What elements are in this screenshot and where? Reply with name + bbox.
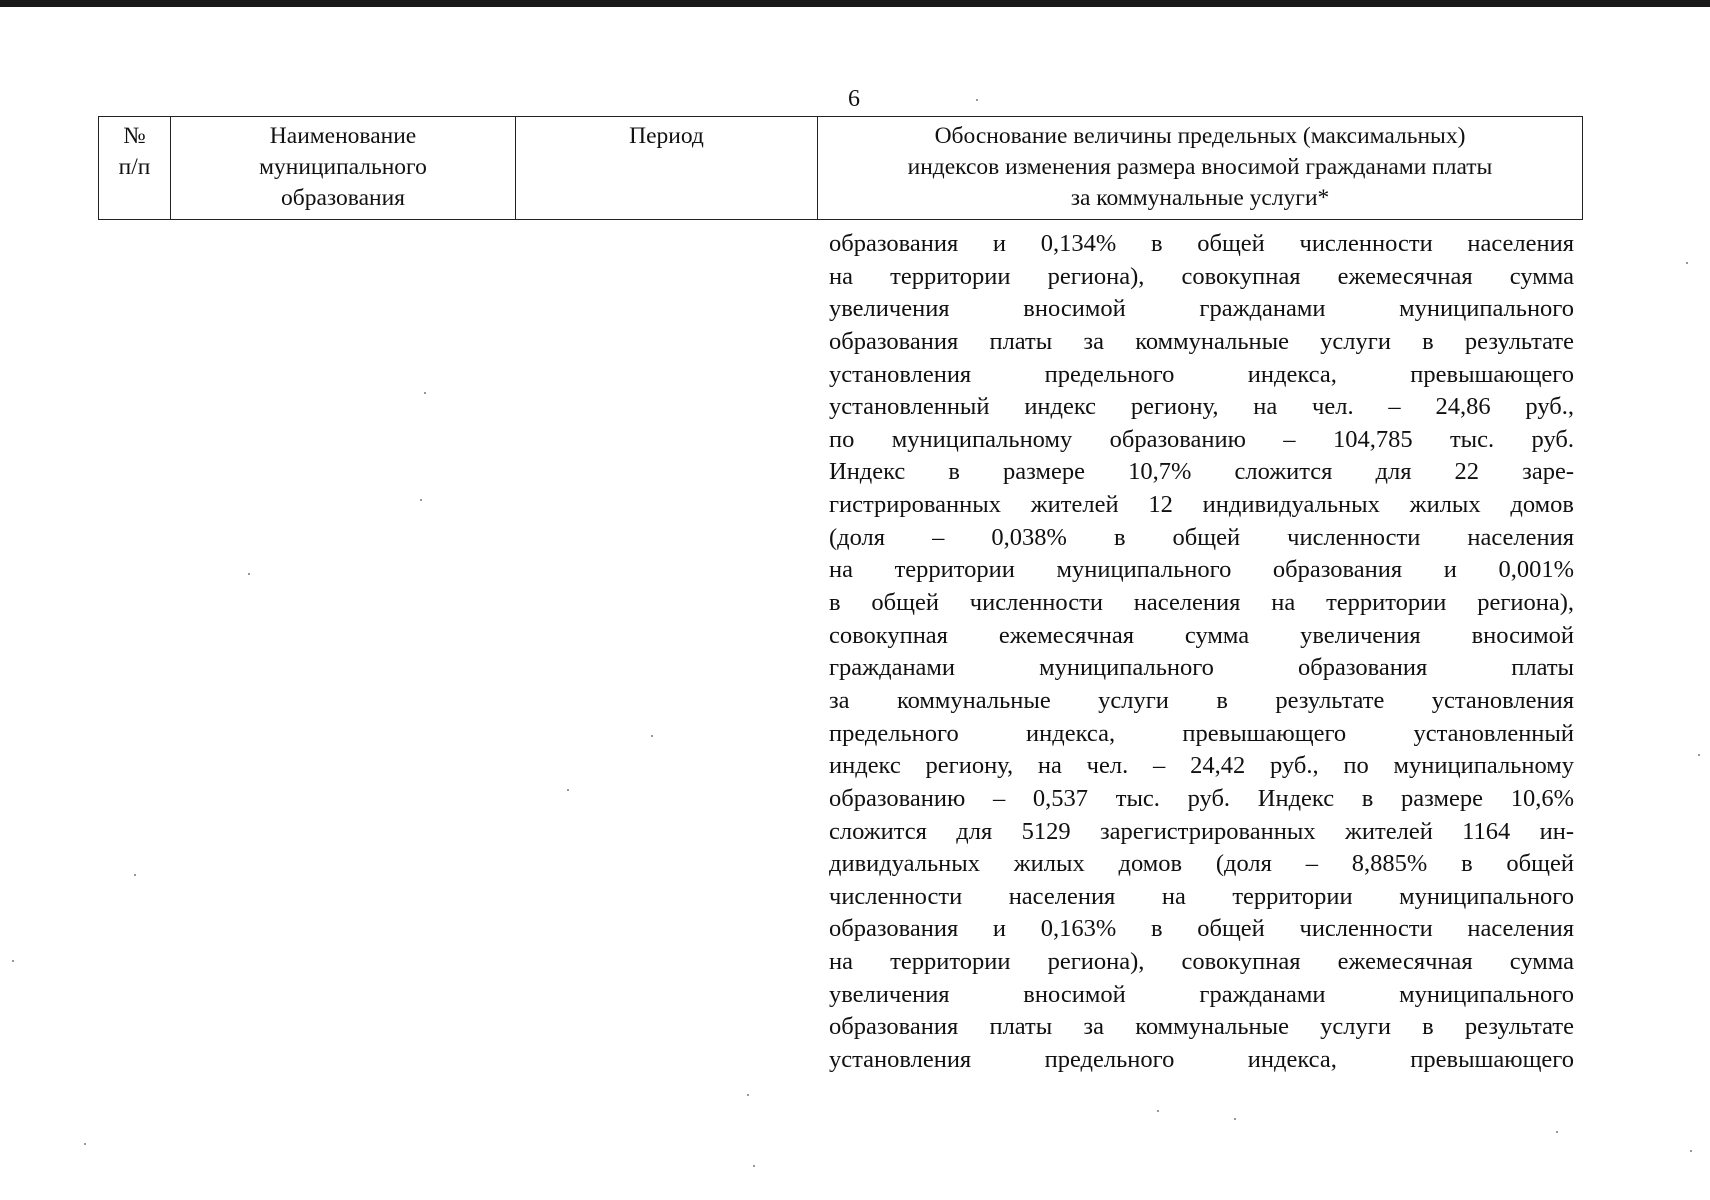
body-text-line: в общей численности населения на территории региона), [829, 589, 1574, 617]
body-text-line: образования и 0,134% в общей численности населения [829, 230, 1574, 257]
body-text-line: сложится для 5129 зарегистрированных жителей 1164 ин- [829, 817, 1574, 845]
scan-speck [567, 789, 569, 791]
scan-speck [1234, 1118, 1236, 1120]
body-text-line: на территории региона), совокупная ежемесячная сумма [829, 262, 1574, 290]
header-cell-line: п/п [118, 154, 151, 180]
scan-speck [1690, 1150, 1692, 1152]
body-text-line: на территории региона), совокупная ежемесячная сумма [829, 948, 1574, 976]
body-text-line: совокупная ежемесячная сумма увеличения вносимой [829, 621, 1574, 649]
header-cell-justification [818, 117, 1583, 220]
header-table [98, 116, 1583, 220]
body-text-line: (доля – 0,038% в общей численности населения [829, 523, 1574, 551]
scan-speck [248, 573, 250, 575]
scan-speck [134, 874, 136, 876]
scan-speck [1686, 262, 1688, 264]
body-text-line: образованию – 0,537 тыс. руб. Индекс в размере 10,6% [829, 784, 1574, 812]
body-text-line: индекс региону, на чел. – 24,42 руб., по муниципальному [829, 752, 1574, 780]
header-cell-line: индексов изменения размера вносимой гражданами платы [907, 154, 1493, 180]
body-text-line: численности населения на территории муниципального [829, 882, 1574, 910]
justification-body-text [829, 228, 1574, 1077]
body-text-line: образования и 0,163% в общей численности населения [829, 915, 1574, 943]
scan-speck [1556, 1131, 1558, 1133]
scan-speck [1698, 754, 1700, 756]
header-row [99, 117, 1583, 220]
scan-speck [976, 99, 978, 101]
header-cell-line: Наименование [269, 123, 417, 149]
header-cell-line: Период [629, 123, 704, 149]
body-text-line: Индекс в размере 10,7% сложится для 22 заре- [829, 458, 1574, 486]
header-cell-line: № [123, 123, 146, 149]
scan-speck [12, 960, 14, 962]
scan-speck [753, 1165, 755, 1167]
scan-speck [84, 1143, 86, 1145]
body-text-line: дивидуальных жилых домов (доля – 8,885% в общей [829, 850, 1574, 878]
header-cell-period [516, 117, 818, 220]
page-top-border [0, 0, 1710, 7]
body-text-line: гистрированных жителей 12 индивидуальных жилых домов [829, 491, 1574, 519]
scan-speck [424, 392, 426, 394]
header-cell-line: образования [281, 185, 405, 211]
scan-speck [651, 735, 653, 737]
header-cell-line: Обоснование величины предельных (максимальных) [934, 123, 1466, 149]
body-text-line: за коммунальные услуги в результате установления [829, 686, 1574, 714]
body-text-line: образования платы за коммунальные услуги в результате [829, 1013, 1574, 1041]
scan-speck [747, 1094, 749, 1096]
header-cell-municipality [171, 117, 516, 220]
scan-speck [1157, 1110, 1159, 1112]
body-text-line: установления предельного индекса, превышающего [829, 1046, 1574, 1074]
header-cell-number [99, 117, 171, 220]
body-text-line: гражданами муниципального образования платы [829, 654, 1574, 682]
page-number: 6 [848, 86, 860, 112]
header-cell-line: муниципального [259, 154, 427, 180]
body-text-line: увеличения вносимой гражданами муниципального [829, 295, 1574, 323]
body-text-line: на территории муниципального образования и 0,001% [829, 556, 1574, 584]
body-text-line: по муниципальному образованию – 104,785 тыс. руб. [829, 425, 1574, 453]
body-text-line: увеличения вносимой гражданами муниципального [829, 980, 1574, 1008]
body-text-line: образования платы за коммунальные услуги в результате [829, 327, 1574, 355]
header-cell-line: за коммунальные услуги* [1070, 185, 1330, 211]
body-text-line: установленный индекс региону, на чел. – 24,86 руб., [829, 393, 1574, 421]
body-text-line: предельного индекса, превышающего установленный [829, 719, 1574, 747]
scan-speck [420, 499, 422, 501]
body-text-line: установления предельного индекса, превышающего [829, 360, 1574, 388]
